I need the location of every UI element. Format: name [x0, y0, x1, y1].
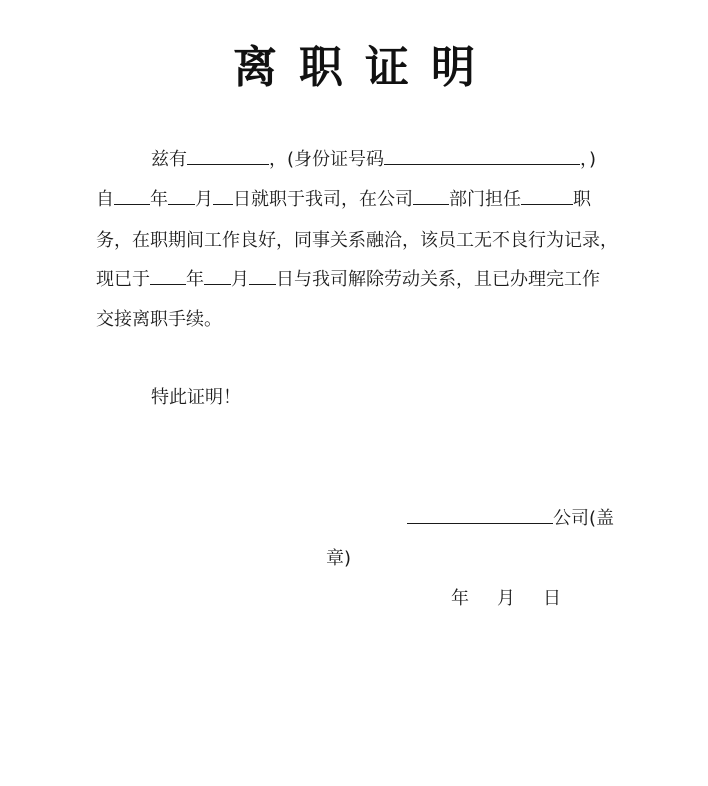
date-day: 日 [543, 588, 561, 609]
name-blank [187, 147, 269, 165]
seal-end: 章) [326, 548, 352, 569]
body-line-2 [96, 187, 591, 213]
text-segment: 自 [96, 189, 114, 210]
text-segment: 日就职于我司，在公司 [233, 189, 413, 210]
department-blank [413, 187, 449, 205]
text-segment: 职 [573, 189, 591, 210]
date-year: 年 [451, 588, 469, 609]
text-segment: 月 [195, 189, 213, 210]
text-segment: 日与我司解除劳动关系，且已办理完工作 [276, 269, 600, 290]
start-month-blank [168, 187, 195, 205]
body-line-1 [151, 147, 596, 173]
text-segment: 月 [231, 269, 249, 290]
end-month-blank [204, 267, 231, 285]
body-line-4 [96, 267, 600, 293]
body-line-3: 务，在职期间工作良好，同事关系融洽，该员工无不良行为记录， [96, 230, 618, 251]
start-day-blank [213, 187, 233, 205]
text-segment: ，) [580, 149, 597, 170]
text-segment: 兹有 [151, 149, 187, 170]
date-month: 月 [497, 588, 515, 609]
start-year-blank [114, 187, 150, 205]
company-signature-line [407, 506, 614, 532]
document-title: 离职证明 [233, 42, 497, 93]
end-day-blank [249, 267, 276, 285]
text-segment: 年 [186, 269, 204, 290]
text-segment: ，(身份证号码 [269, 149, 385, 170]
signature-date [451, 586, 561, 612]
position-blank [521, 187, 573, 205]
text-segment: 年 [150, 189, 168, 210]
text-segment: 部门担任 [449, 189, 521, 210]
end-year-blank [150, 267, 186, 285]
closing-statement: 特此证明！ [151, 387, 241, 408]
body-line-5: 交接离职手续。 [96, 309, 222, 330]
company-suffix: 公司(盖 [553, 508, 615, 529]
company-name-blank [407, 506, 553, 524]
id-number-blank [384, 147, 580, 165]
text-segment: 现已于 [96, 269, 150, 290]
